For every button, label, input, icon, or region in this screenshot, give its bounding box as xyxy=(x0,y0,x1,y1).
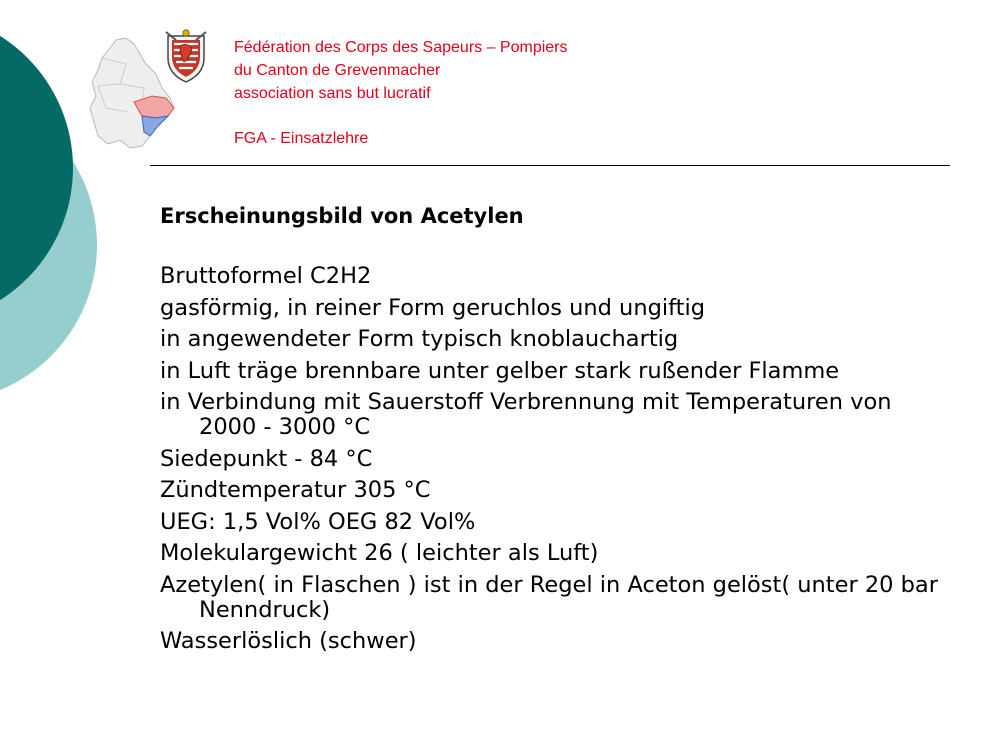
fact-item: gasförmig, in reiner Form geruchlos und ungiftig xyxy=(160,294,705,321)
slide-title: Erscheinungsbild von Acetylen xyxy=(160,204,524,228)
fact-item: Bruttoformel C2H2 xyxy=(160,263,372,289)
fact-item: Azetylen( in Flaschen ) ist in der Regel in Aceton gelöst( unter 20 bar Nenndruck) xyxy=(160,571,938,623)
header-divider xyxy=(150,165,950,166)
fact-item: Zündtemperatur 305 °C xyxy=(160,477,431,503)
fact-list xyxy=(160,264,950,661)
fact-item: Wasserlöslich (schwer) xyxy=(160,628,417,654)
fact-item: Siedepunkt - 84 °C xyxy=(160,445,373,472)
fact-item: in Luft träge brennbare unter gelber stark rußender Flamme xyxy=(160,357,840,384)
org-line-2: du Canton de Grevenmacher xyxy=(234,62,441,79)
org-line-1: Fédération des Corps des Sapeurs – Pompiers xyxy=(234,39,568,56)
course-name: FGA - Einsatzlehre xyxy=(234,130,369,147)
fact-item: in Verbindung mit Sauerstoff Verbrennung mit Temperaturen von 2000 - 3000 °C xyxy=(160,389,892,440)
fact-item: in angewendeter Form typisch knoblauchartig xyxy=(160,326,679,352)
org-line-3: association sans but lucratif xyxy=(234,85,431,102)
fact-item: Molekulargewicht 26 ( leichter als Luft) xyxy=(160,540,599,566)
fact-item: UEG: 1,5 Vol% OEG 82 Vol% xyxy=(160,508,476,535)
federation-crest-icon xyxy=(160,28,212,86)
organisation-name xyxy=(234,36,568,105)
